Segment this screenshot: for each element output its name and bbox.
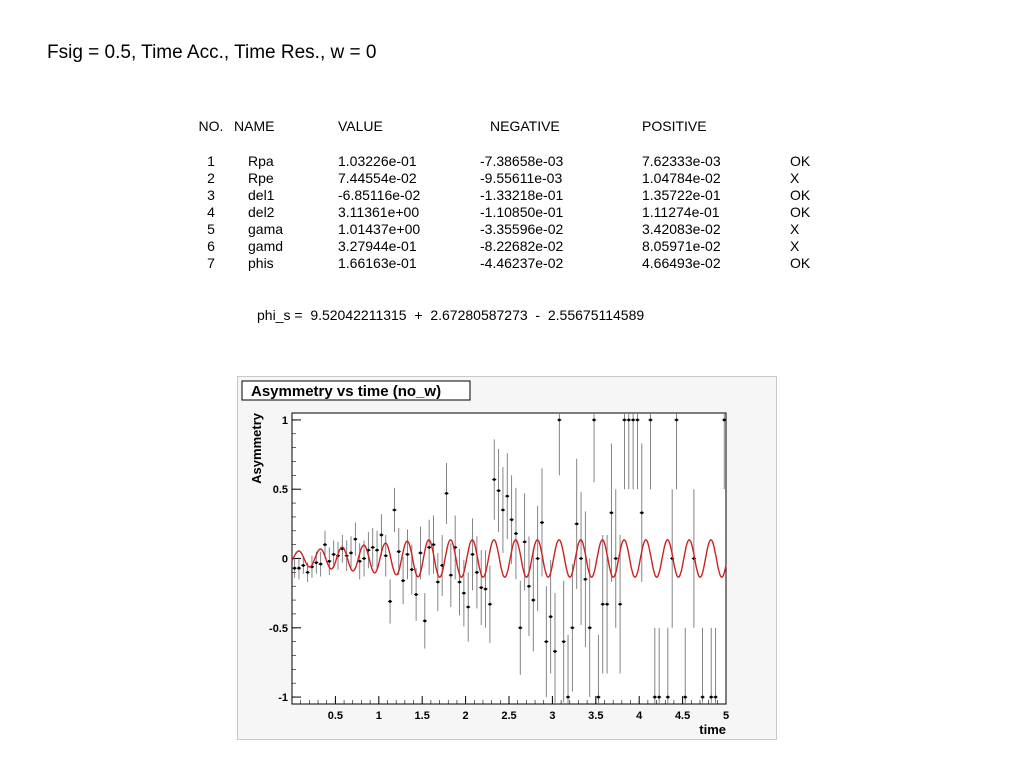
- data-point: [575, 522, 578, 525]
- data-point: [428, 546, 431, 549]
- asymmetry-plot: [238, 377, 778, 741]
- phi-s-result: phi_s = 9.52042211315 + 2.67280587273 - 2.55675114589: [257, 307, 645, 323]
- row-positive: 4.66493e-02: [642, 254, 721, 271]
- table-row: [188, 237, 830, 254]
- y-axis-label: Asymmetry: [249, 413, 264, 484]
- data-point: [536, 557, 539, 560]
- row-value: 1.03226e-01: [338, 152, 417, 169]
- data-point: [684, 696, 687, 699]
- data-point: [293, 567, 296, 570]
- row-value: 1.01437e+00: [338, 220, 421, 237]
- data-point: [714, 696, 717, 699]
- row-positive: 3.42083e-02: [642, 220, 721, 237]
- x-tick-label: 5: [722, 710, 730, 722]
- data-point: [666, 696, 669, 699]
- row-negative: -9.55611e-03: [480, 169, 563, 186]
- data-point: [549, 615, 552, 618]
- header-value: VALUE: [338, 118, 383, 134]
- data-point: [558, 419, 561, 422]
- row-name: phis: [248, 254, 274, 271]
- data-point: [319, 563, 322, 566]
- data-point: [567, 696, 570, 699]
- row-name: del2: [248, 203, 275, 220]
- data-point: [723, 419, 726, 422]
- data-point: [315, 561, 318, 564]
- data-point: [649, 419, 652, 422]
- data-point: [506, 495, 509, 498]
- page-title: Fsig = 0.5, Time Acc., Time Res., w = 0: [47, 42, 377, 63]
- data-point: [584, 578, 587, 581]
- y-tick-label: 0.5: [272, 484, 288, 497]
- data-point: [484, 588, 487, 591]
- row-negative: -1.33218e-01: [480, 186, 564, 203]
- row-value: 7.44554e-02: [338, 169, 417, 186]
- data-point: [562, 640, 565, 643]
- data-point: [376, 549, 379, 552]
- chart-title: Asymmetry vs time (no_w): [251, 383, 442, 400]
- row-no: 7: [207, 254, 215, 271]
- header-positive: POSITIVE: [642, 118, 707, 134]
- data-point: [363, 557, 366, 560]
- row-name: Rpa: [248, 152, 274, 169]
- row-status: X: [790, 237, 800, 254]
- row-value: 3.27944e-01: [338, 237, 417, 254]
- row-status: OK: [790, 186, 811, 203]
- x-tick-label: 4: [636, 710, 643, 722]
- data-point: [510, 518, 513, 521]
- x-tick-label: 2.5: [501, 710, 517, 722]
- row-negative: -4.46237e-02: [480, 254, 564, 271]
- table-row: [188, 186, 830, 203]
- row-value: 1.66163e-01: [338, 254, 417, 271]
- row-name: Rpe: [248, 169, 274, 186]
- row-status: OK: [790, 152, 811, 169]
- y-tick-label: -1: [278, 692, 288, 705]
- row-negative: -7.38658e-03: [480, 152, 564, 169]
- data-point: [449, 574, 452, 577]
- row-no: 1: [207, 152, 215, 169]
- row-status: OK: [790, 254, 811, 271]
- data-point: [406, 553, 409, 556]
- data-point: [402, 579, 405, 582]
- data-point: [614, 557, 617, 560]
- y-tick-label: 0: [281, 553, 288, 566]
- row-positive: 7.62333e-03: [642, 152, 721, 169]
- table-row: [188, 169, 830, 186]
- table-row: [188, 220, 830, 237]
- data-point: [419, 552, 422, 555]
- data-point: [545, 640, 548, 643]
- data-point: [306, 571, 309, 574]
- data-point: [445, 492, 448, 495]
- row-no: 5: [207, 220, 215, 237]
- data-point: [467, 606, 470, 609]
- plot-canvas: [237, 376, 777, 740]
- data-point: [597, 696, 600, 699]
- row-positive: 1.35722e-01: [642, 186, 721, 203]
- data-point: [475, 571, 478, 574]
- row-name: gama: [248, 220, 284, 237]
- x-tick-label: 3: [549, 710, 556, 722]
- data-point: [480, 586, 483, 589]
- data-point: [410, 568, 413, 571]
- x-tick-label: 0.5: [327, 710, 344, 722]
- data-point: [397, 550, 400, 553]
- data-point: [458, 581, 461, 584]
- data-point: [298, 567, 301, 570]
- data-point: [350, 552, 353, 555]
- x-tick-label: 2: [462, 710, 469, 722]
- row-no: 4: [207, 203, 215, 220]
- x-tick-label: 1.5: [414, 710, 430, 722]
- table-row: [188, 152, 830, 169]
- row-positive: 1.11274e-01: [642, 203, 720, 220]
- data-point: [640, 511, 643, 514]
- data-point: [380, 534, 383, 537]
- data-point: [588, 626, 591, 629]
- data-point: [489, 603, 492, 606]
- row-negative: -3.35596e-02: [480, 220, 564, 237]
- data-point: [493, 478, 496, 481]
- data-point: [623, 419, 626, 422]
- data-point: [384, 554, 387, 557]
- data-point: [354, 538, 357, 541]
- data-point: [389, 600, 392, 603]
- data-point: [502, 509, 505, 512]
- data-point: [710, 696, 713, 699]
- data-point: [606, 603, 609, 606]
- data-point: [415, 593, 418, 596]
- x-tick-label: 1: [375, 710, 382, 722]
- row-status: X: [790, 169, 800, 186]
- row-value: 3.11361e+00: [338, 203, 420, 220]
- row-positive: 1.04784e-02: [642, 169, 721, 186]
- x-axis-label: time: [699, 722, 726, 737]
- row-value: -6.85116e-02: [338, 186, 421, 203]
- table-header-row: [188, 117, 830, 135]
- data-point: [701, 696, 704, 699]
- data-point: [610, 511, 613, 514]
- x-tick-label: 4.5: [674, 710, 691, 722]
- data-point: [523, 540, 526, 543]
- data-point: [462, 592, 465, 595]
- data-point: [571, 626, 574, 629]
- data-point: [358, 560, 361, 563]
- data-point: [302, 564, 305, 567]
- data-point: [528, 585, 531, 588]
- row-name: del1: [248, 186, 275, 203]
- header-status: [790, 117, 830, 135]
- header-name: NAME: [234, 118, 275, 134]
- x-tick-label: 3.5: [588, 710, 604, 722]
- header-negative: NEGATIVE: [490, 118, 560, 134]
- table-row: [188, 203, 830, 220]
- row-positive: 8.05971e-02: [642, 237, 721, 254]
- data-point: [619, 603, 622, 606]
- data-point: [332, 553, 335, 556]
- data-point: [636, 419, 639, 422]
- row-status: OK: [790, 203, 811, 220]
- data-point: [432, 543, 435, 546]
- data-point: [497, 489, 500, 492]
- data-point: [601, 603, 604, 606]
- data-point: [324, 543, 327, 546]
- data-point: [632, 419, 635, 422]
- row-negative: -1.10850e-01: [480, 203, 564, 220]
- table-body: [188, 135, 830, 271]
- row-status: X: [790, 220, 800, 237]
- data-point: [328, 560, 331, 563]
- data-point: [393, 509, 396, 512]
- row-no: 3: [207, 186, 215, 203]
- row-name: gamd: [248, 237, 284, 254]
- header-no: NO.: [198, 118, 224, 134]
- data-point: [541, 521, 544, 524]
- data-point: [515, 532, 518, 535]
- table-row: [188, 254, 830, 271]
- y-tick-label: 1: [281, 414, 288, 427]
- row-no: 2: [207, 169, 215, 186]
- data-point: [658, 696, 661, 699]
- plot-frame: [292, 413, 726, 704]
- data-point: [532, 599, 535, 602]
- data-point: [436, 581, 439, 584]
- data-point: [580, 557, 583, 560]
- row-no: 6: [207, 237, 215, 254]
- data-point: [371, 546, 374, 549]
- data-point: [675, 419, 678, 422]
- data-point: [627, 419, 630, 422]
- data-point: [471, 553, 474, 556]
- data-point: [554, 650, 557, 653]
- y-tick-label: -0.5: [269, 622, 288, 635]
- data-point: [519, 626, 522, 629]
- fit-results-table: [188, 117, 830, 271]
- row-negative: -8.22682e-02: [480, 237, 564, 254]
- data-point: [653, 696, 656, 699]
- data-point: [423, 619, 426, 622]
- table-spacer-row: [188, 135, 830, 152]
- data-point: [593, 419, 596, 422]
